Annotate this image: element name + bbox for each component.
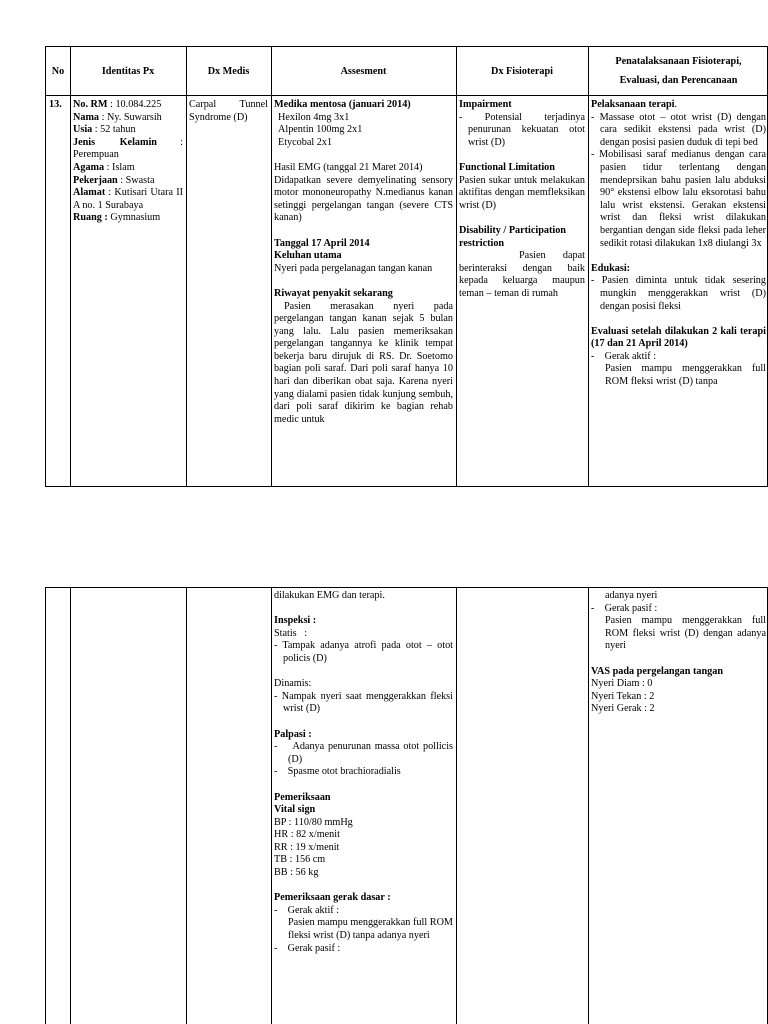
header-identitas: Identitas Px <box>101 65 155 77</box>
dx-medis: Carpal Tunnel Syndrome (D) <box>189 99 268 123</box>
penatalaksanaan-part-2: adanya nyeri - Gerak pasif : Pasien mampu menggerakkan full ROM fleksi wrist (D) dengan adanya nyeri VAS pada pergelangan tangan Nyeri Diam : 0 Nyeri Tekan : 2 Nyeri Gerak : 2 <box>591 590 766 715</box>
assesment-part-1: Medika mentosa (januari 2014) Hexilon 4mg 3x1 Alpentin 100mg 2x1 Etycobal 2x1 Hasil EMG (tanggal 21 Maret 2014) Didapatkan severe demyelinating sensory motor mononeuropathy N.medianus kanan setinggi pergelangan tangan (severe CTS kanan) Tanggal 17 April 2014 Keluhan utama Nyeri pada pergelanagan tangan kanan Riwayat penyakit sekarang Pasien merasakan nyeri pada pergelangan tangan kanan sejak 5 bulan yang lalu. Lalu pasien memeriksakan pergelangan tangannya ke klinik tempat bekerja baru dirujuk di RS. Dr. Soetomo bagian poli saraf. Dari poli saraf hanya 10 hari dan diberikan obat saja. Karena nyeri yang dialami pasien tidak kunjung sembuh, dari poli saraf dikirim ke bagian rehab medic untuk <box>274 99 453 425</box>
header-penatalaksanaan: Penatalaksanaan Fisioterapi, Evaluasi, dan Perencanaan <box>615 56 742 86</box>
header-assesment: Assesment <box>340 65 387 77</box>
header-dx-medis: Dx Medis <box>207 65 250 77</box>
row-number: 13. <box>49 99 62 110</box>
header-no: No <box>51 65 65 77</box>
header-dx-fisioterapi: Dx Fisioterapi <box>491 65 553 77</box>
patient-identity: No. RM : 10.084.225 Nama : Ny. Suwarsih Usia : 52 tahun Jenis Kelamin : Perempuan Agama : Islam Pekerjaan : Swasta Alamat : Kutisari Utara II A no. 1 Surabaya Ruang : Gymnasium <box>73 99 183 224</box>
table-page-2 <box>45 587 768 1024</box>
assesment-part-2: dilakukan EMG dan terapi. Inspeksi : Statis : - Tampak adanya atrofi pada otot – otot policis (D) Dinamis: - Nampak nyeri saat menggerakkan fleksi wrist (D) Palpasi : - Adanya penurunan massa otot pollicis (D) - Spasme otot brachioradialis Pemeriksaan Vital sign BP : 110/80 mmHg HR : 82 x/menit RR : 19 x/menit TB : 156 cm BB : 56 kg Pemeriksaan gerak dasar : - Gerak aktif : Pasien mampu menggerakkan full ROM fleksi wrist (D) tanpa adanya nyeri - Gerak pasif : <box>274 590 453 954</box>
penatalaksanaan-part-1: Pelaksanaan terapi. - Massase otot – otot wrist (D) dengan cara sedikit ekstensi pada wrist (D) dengan posisi pasien duduk di tepi bed - Mobilisasi saraf medianus dengan cara pasien tidur terlentang dengan mendeprsikan bahu pasien lalu abduksi 90° ekstensi elbow lalu eksorotasi bahu lalu wrist ekstensi. Gerakan ekstensi wrist dan fleksi wrist dilakukan bergantian dengan side fleksi pada leher sedikit rotasi dilakukan 1x8 diulangi 3x Edukasi: - Pasien diminta untuk tidak sesering mungkin menggerakkan wrist (D) dengan posisi fleksi Evaluasi setelah dilakukan 2 kali terapi (17 dan 21 April 2014) - Gerak aktif : Pasien mampu menggerakkan full ROM fleksi wrist (D) tanpa <box>591 99 766 388</box>
dx-fisioterapi: Impairment - Potensial terjadinya penurunan kekuatan otot wrist (D) Functional Limitation Pasien sukar untuk melakukan aktifitas dengan memfleksikan wrist (D) Disability / Participation restriction Pasien dapat berinteraksi dengan baik kepada keluarga maupun teman – teman di rumah <box>459 99 585 299</box>
table-page-1 <box>45 46 768 487</box>
